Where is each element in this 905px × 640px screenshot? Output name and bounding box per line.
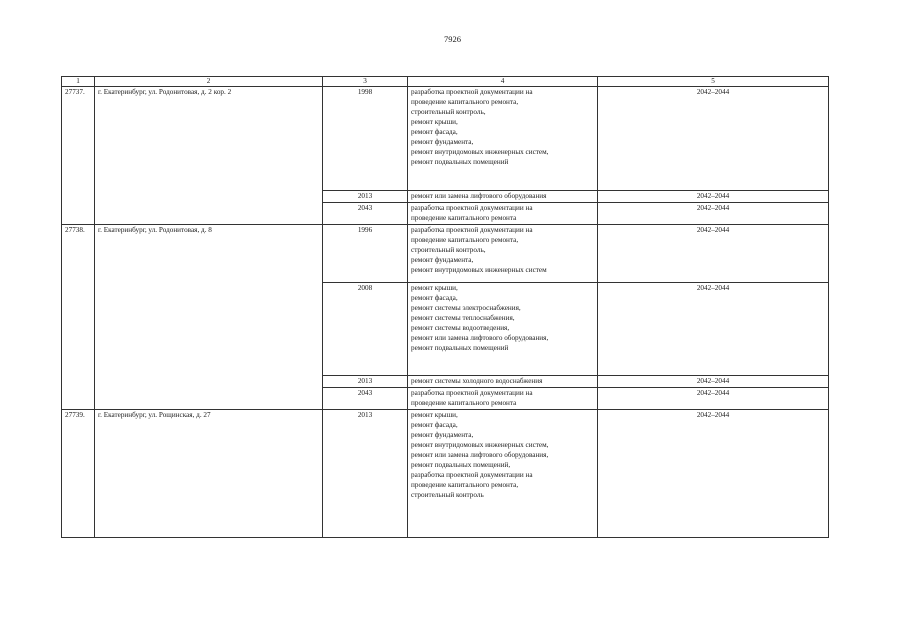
year-cell: 1998 — [323, 87, 408, 191]
work-item: ремонт или замена лифтового оборудования, — [411, 334, 549, 342]
work-item: ремонт крыши, — [411, 118, 458, 126]
entry-number: 27737. — [62, 87, 95, 225]
work-item: ремонт системы холодного водоснабжения — [411, 377, 543, 385]
works-cell — [408, 191, 598, 203]
works-cell — [408, 225, 598, 283]
work-item: ремонт фундамента, — [411, 138, 474, 146]
work-item: ремонт фасада, — [411, 294, 458, 302]
work-item: ремонт внутридомовых инженерных систем — [411, 266, 547, 274]
header-cell-4: 4 — [408, 77, 598, 87]
work-item: проведение капитального ремонта, — [411, 236, 519, 244]
work-item: строительный контроль, — [411, 108, 486, 116]
work-item: разработка проектной документации на — [411, 226, 533, 234]
work-item: разработка проектной документации на — [411, 204, 533, 212]
table-row — [62, 87, 829, 191]
work-item: строительный контроль, — [411, 246, 486, 254]
work-item: ремонт внутридомовых инженерных систем, — [411, 441, 549, 449]
works-cell — [408, 87, 598, 191]
table-row — [62, 410, 829, 538]
period-cell: 2042–2044 — [598, 225, 829, 283]
work-item: ремонт внутридомовых инженерных систем, — [411, 148, 549, 156]
period-cell: 2042–2044 — [598, 87, 829, 191]
work-item: ремонт фундамента, — [411, 431, 474, 439]
header-row — [62, 77, 829, 87]
work-item: ремонт или замена лифтового оборудования, — [411, 451, 549, 459]
work-item: проведение капитального ремонта — [411, 214, 517, 222]
work-item: ремонт системы водоотведения, — [411, 324, 510, 332]
entry-address: г. Екатеринбург, ул. Родонитовая, д. 2 кор. 2 — [95, 87, 323, 225]
work-item: ремонт фундамента, — [411, 256, 474, 264]
period-cell: 2042–2044 — [598, 410, 829, 538]
entry-address: г. Екатеринбург, ул. Рощинская, д. 27 — [95, 410, 323, 538]
entry-number: 27738. — [62, 225, 95, 410]
work-item: ремонт системы электроснабжения, — [411, 304, 521, 312]
work-item: ремонт или замена лифтового оборудования — [411, 192, 547, 200]
work-item: разработка проектной документации на — [411, 88, 533, 96]
header-cell-2: 2 — [95, 77, 323, 87]
period-cell: 2042–2044 — [598, 283, 829, 376]
work-item: проведение капитального ремонта, — [411, 98, 519, 106]
works-cell — [408, 203, 598, 225]
works-cell — [408, 410, 598, 538]
work-item: проведение капитального ремонта — [411, 399, 517, 407]
work-item: проведение капитального ремонта, — [411, 481, 519, 489]
period-cell: 2042–2044 — [598, 203, 829, 225]
period-cell: 2042–2044 — [598, 191, 829, 203]
period-cell: 2042–2044 — [598, 388, 829, 410]
work-item: ремонт системы теплоснабжения, — [411, 314, 515, 322]
work-item: ремонт фасада, — [411, 421, 458, 429]
header-cell-5: 5 — [598, 77, 829, 87]
year-cell: 2008 — [323, 283, 408, 376]
work-item: ремонт подвальных помещений — [411, 158, 509, 166]
year-cell: 2043 — [323, 388, 408, 410]
page-number: 7926 — [444, 34, 461, 44]
entry-number: 27739. — [62, 410, 95, 538]
year-cell: 2043 — [323, 203, 408, 225]
year-cell: 2013 — [323, 410, 408, 538]
period-cell: 2042–2044 — [598, 376, 829, 388]
works-cell — [408, 283, 598, 376]
work-item: строительный контроль — [411, 491, 484, 499]
table-row — [62, 225, 829, 283]
works-cell — [408, 388, 598, 410]
header-cell-3: 3 — [323, 77, 408, 87]
work-item: ремонт фасада, — [411, 128, 458, 136]
header-cell-1: 1 — [62, 77, 95, 87]
work-item: ремонт подвальных помещений, — [411, 461, 511, 469]
work-item: ремонт крыши, — [411, 284, 458, 292]
works-cell — [408, 376, 598, 388]
year-cell: 2013 — [323, 376, 408, 388]
work-item: ремонт крыши, — [411, 411, 458, 419]
year-cell: 2013 — [323, 191, 408, 203]
work-item: ремонт подвальных помещений — [411, 344, 509, 352]
capital-repair-table — [61, 76, 829, 538]
year-cell: 1996 — [323, 225, 408, 283]
work-item: разработка проектной документации на — [411, 389, 533, 397]
entry-address: г. Екатеринбург, ул. Родонитовая, д. 8 — [95, 225, 323, 410]
work-item: разработка проектной документации на — [411, 471, 533, 479]
